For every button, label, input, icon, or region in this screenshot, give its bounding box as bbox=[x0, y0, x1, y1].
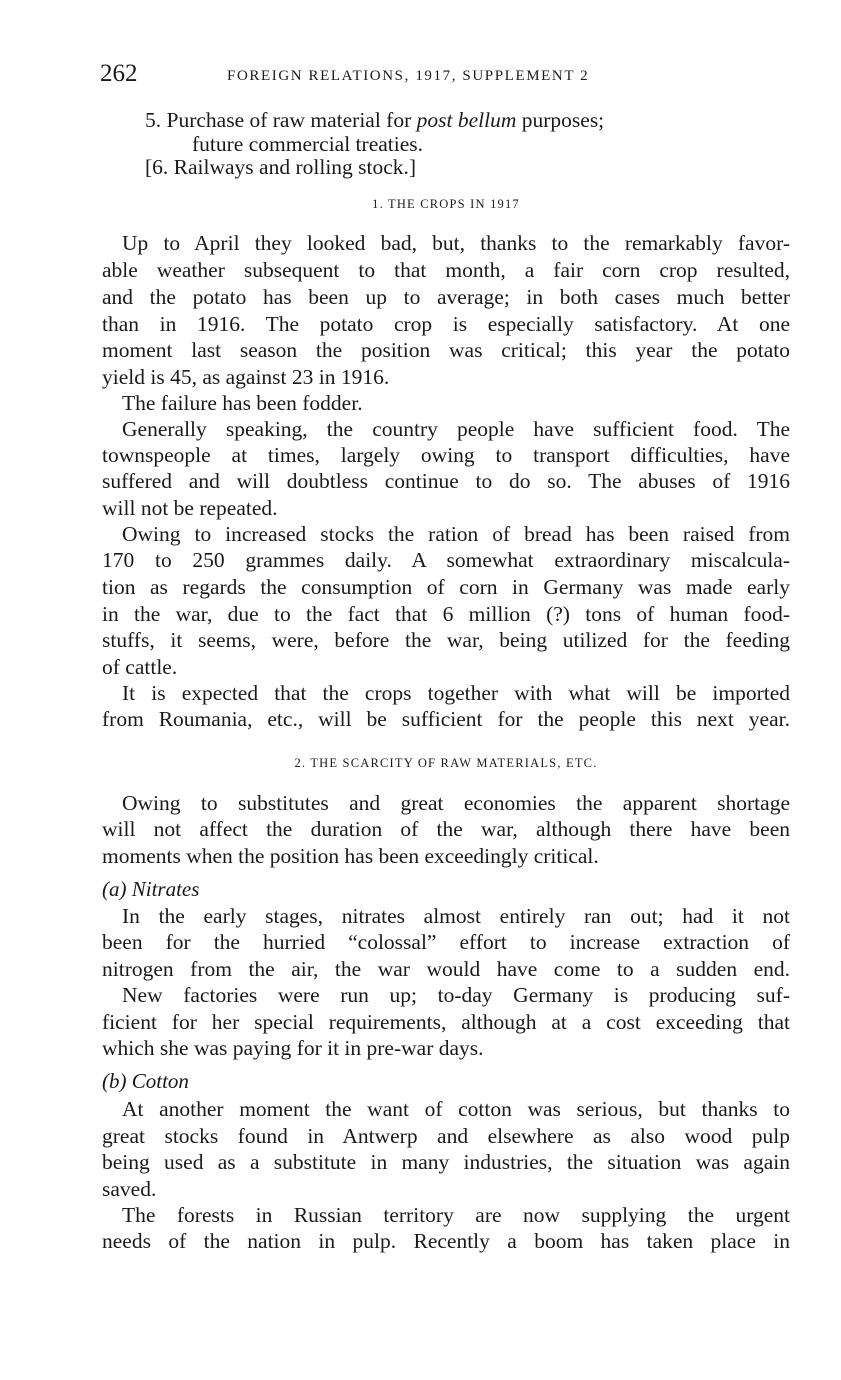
subheading-label: (a) bbox=[102, 877, 127, 901]
paragraph-line: Up to April they looked bad, but, thanks to the remarkably favor- bbox=[122, 231, 790, 255]
paragraph-line: At another moment the want of cotton was serious, but thanks to bbox=[122, 1097, 790, 1121]
paragraph-line: great stocks found in Antwerp and elsewhere as also wood pulp bbox=[102, 1124, 790, 1148]
subheading-label: (b) bbox=[102, 1069, 127, 1093]
paragraph-line: The forests in Russian territory are now supplying the urgent bbox=[122, 1203, 790, 1227]
list-item-5-italic: post bellum bbox=[416, 108, 517, 132]
paragraph-line: been for the hurried “colossal” effort to increase extraction of bbox=[102, 930, 790, 954]
paragraph-line: will not be repeated. bbox=[102, 496, 278, 520]
paragraph-line: 170 to 250 grammes daily. A somewhat extraordinary miscalcula- bbox=[102, 548, 790, 572]
paragraph-line: able weather subsequent to that month, a fair corn crop resulted, bbox=[102, 258, 790, 282]
paragraph-line: nitrogen from the air, the war would have come to a sudden end. bbox=[102, 957, 790, 981]
subheading-title: Nitrates bbox=[131, 877, 200, 901]
list-item-5-continuation: future commercial treaties. bbox=[192, 132, 424, 156]
paragraph-line: The failure has been fodder. bbox=[122, 391, 363, 415]
paragraph-line: moments when the position has been exceedingly critical. bbox=[102, 844, 599, 868]
paragraph-line: being used as a substitute in many industries, the situation was again bbox=[102, 1150, 790, 1174]
paragraph-line: of cattle. bbox=[102, 655, 178, 679]
subheading-nitrates bbox=[102, 877, 199, 902]
paragraph-line: Generally speaking, the country people have sufficient food. The bbox=[122, 417, 790, 441]
paragraph-line: stuffs, it seems, were, before the war, being utilized for the feeding bbox=[102, 628, 790, 652]
paragraph-line: from Roumania, etc., will be sufficient for the people this next year. bbox=[102, 707, 790, 731]
paragraph-line: Owing to substitutes and great economies the apparent shortage bbox=[122, 791, 790, 815]
paragraph-line: than in 1916. The potato crop is especially satisfactory. At one bbox=[102, 312, 790, 336]
paragraph-line: It is expected that the crops together with what will be imported bbox=[122, 681, 790, 705]
section-heading-raw-materials: 2. THE SCARCITY OF RAW MATERIALS, ETC. bbox=[294, 756, 598, 770]
list-item-5-text: 5. Purchase of raw material for bbox=[145, 108, 417, 132]
paragraph-line: Owing to increased stocks the ration of bread has been raised from bbox=[122, 522, 790, 546]
paragraph-line: and the potato has been up to average; in both cases much better bbox=[102, 285, 790, 309]
list-item-5 bbox=[145, 107, 604, 134]
paragraph-line: in the war, due to the fact that 6 million (?) tons of human food- bbox=[102, 602, 790, 626]
paragraph-line: yield is 45, as against 23 in 1916. bbox=[102, 365, 390, 389]
paragraph-line: ficient for her special requirements, although at a cost exceeding that bbox=[102, 1010, 790, 1034]
page-header bbox=[100, 60, 790, 92]
paragraph-line: New factories were run up; to-day Germany is producing suf- bbox=[122, 983, 790, 1007]
paragraph-line: will not affect the duration of the war, although there have been bbox=[102, 817, 790, 841]
list-item-6: [6. Railways and rolling stock.] bbox=[145, 155, 417, 179]
subheading-cotton bbox=[102, 1069, 189, 1094]
paragraph-line: saved. bbox=[102, 1177, 157, 1201]
page-number: 262 bbox=[100, 60, 138, 87]
paragraph-line: needs of the nation in pulp. Recently a boom has taken place in bbox=[102, 1229, 790, 1253]
paragraph-line: In the early stages, nitrates almost entirely ran out; had it not bbox=[122, 904, 790, 928]
paragraph-line: tion as regards the consumption of corn in Germany was made early bbox=[102, 575, 790, 599]
paragraph-line: suffered and will doubtless continue to do so. The abuses of 1916 bbox=[102, 469, 790, 493]
subheading-title: Cotton bbox=[131, 1069, 189, 1093]
section-heading-crops: 1. THE CROPS IN 1917 bbox=[372, 197, 520, 211]
paragraph-line: townspeople at times, largely owing to transport difficulties, have bbox=[102, 443, 790, 467]
running-title: FOREIGN RELATIONS, 1917, SUPPLEMENT 2 bbox=[227, 68, 590, 84]
paragraph-line: which she was paying for it in pre-war days. bbox=[102, 1036, 484, 1060]
paragraph-line: moment last season the position was critical; this year the potato bbox=[102, 338, 790, 362]
list-item-5-text-end: purposes; bbox=[516, 108, 605, 132]
